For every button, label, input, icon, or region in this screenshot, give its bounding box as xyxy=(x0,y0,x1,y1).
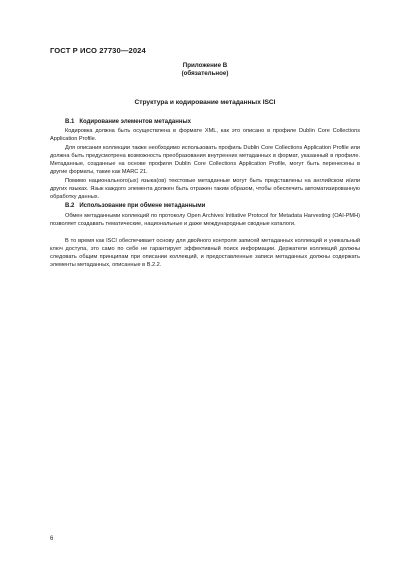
paragraph: Помимо национального(ых) языка(ов) текстовые метаданные могут быть представлены на английском и/или других языках. Язык каждого элемента должен быть отражен таким образом, чтобы обеспечить автоматизированную обработку данных. xyxy=(50,178,360,201)
paragraph: Для описания коллекции также необходимо использовать профиль Dublin Core Collections Application Profile или должна быть предусмотрена возможность преобразования внутренних метаданных в формат, указанный в профиле. Метаданные, созданные на основе профиля Dublin Core Collections Application Profile, могут быть перенесены в другие форматы, такие как MARC 21. xyxy=(50,145,360,176)
paragraph: В то время как ISCI обеспечивает основу для двойного контроля записей метаданных коллекций и уникальный ключ доступа, это само по себе не гарантирует эффективный поиск информации. Держатели коллекций должны следовать общим принципам при описании коллекций, и предоставленные записи метаданных должны содержать элементы метаданных, описанные в В.2.2. xyxy=(50,238,360,269)
page-number: 6 xyxy=(50,536,54,542)
annex-status: (обязательное) xyxy=(181,70,229,77)
document-title: Структура и кодирование метаданных ISCI xyxy=(134,99,276,106)
section-heading-b1 xyxy=(65,119,191,125)
section-title: Кодирование элементов метаданных xyxy=(79,119,191,125)
standard-designation: ГОСТ Р ИСО 27730—2024 xyxy=(50,46,146,55)
paragraph: Кодировка должна быть осуществлена в формате XML, как это описано в профиле Dublin Core Collections Application Profile. xyxy=(50,128,360,143)
section-number: В.2 xyxy=(65,203,75,209)
section-title: Использование при обмене метаданными xyxy=(79,203,206,209)
section-number: В.1 xyxy=(65,119,75,125)
annex-title: Приложение В xyxy=(182,62,228,69)
paragraph: Обмен метаданными коллекций по протоколу Open Archives Initiative Protocol for Metadata Harvesting (OAI-PMH) позволяет создавать тематические, национальные и даже международные сводные каталоги. xyxy=(50,213,360,228)
section-heading-b2 xyxy=(65,203,205,209)
